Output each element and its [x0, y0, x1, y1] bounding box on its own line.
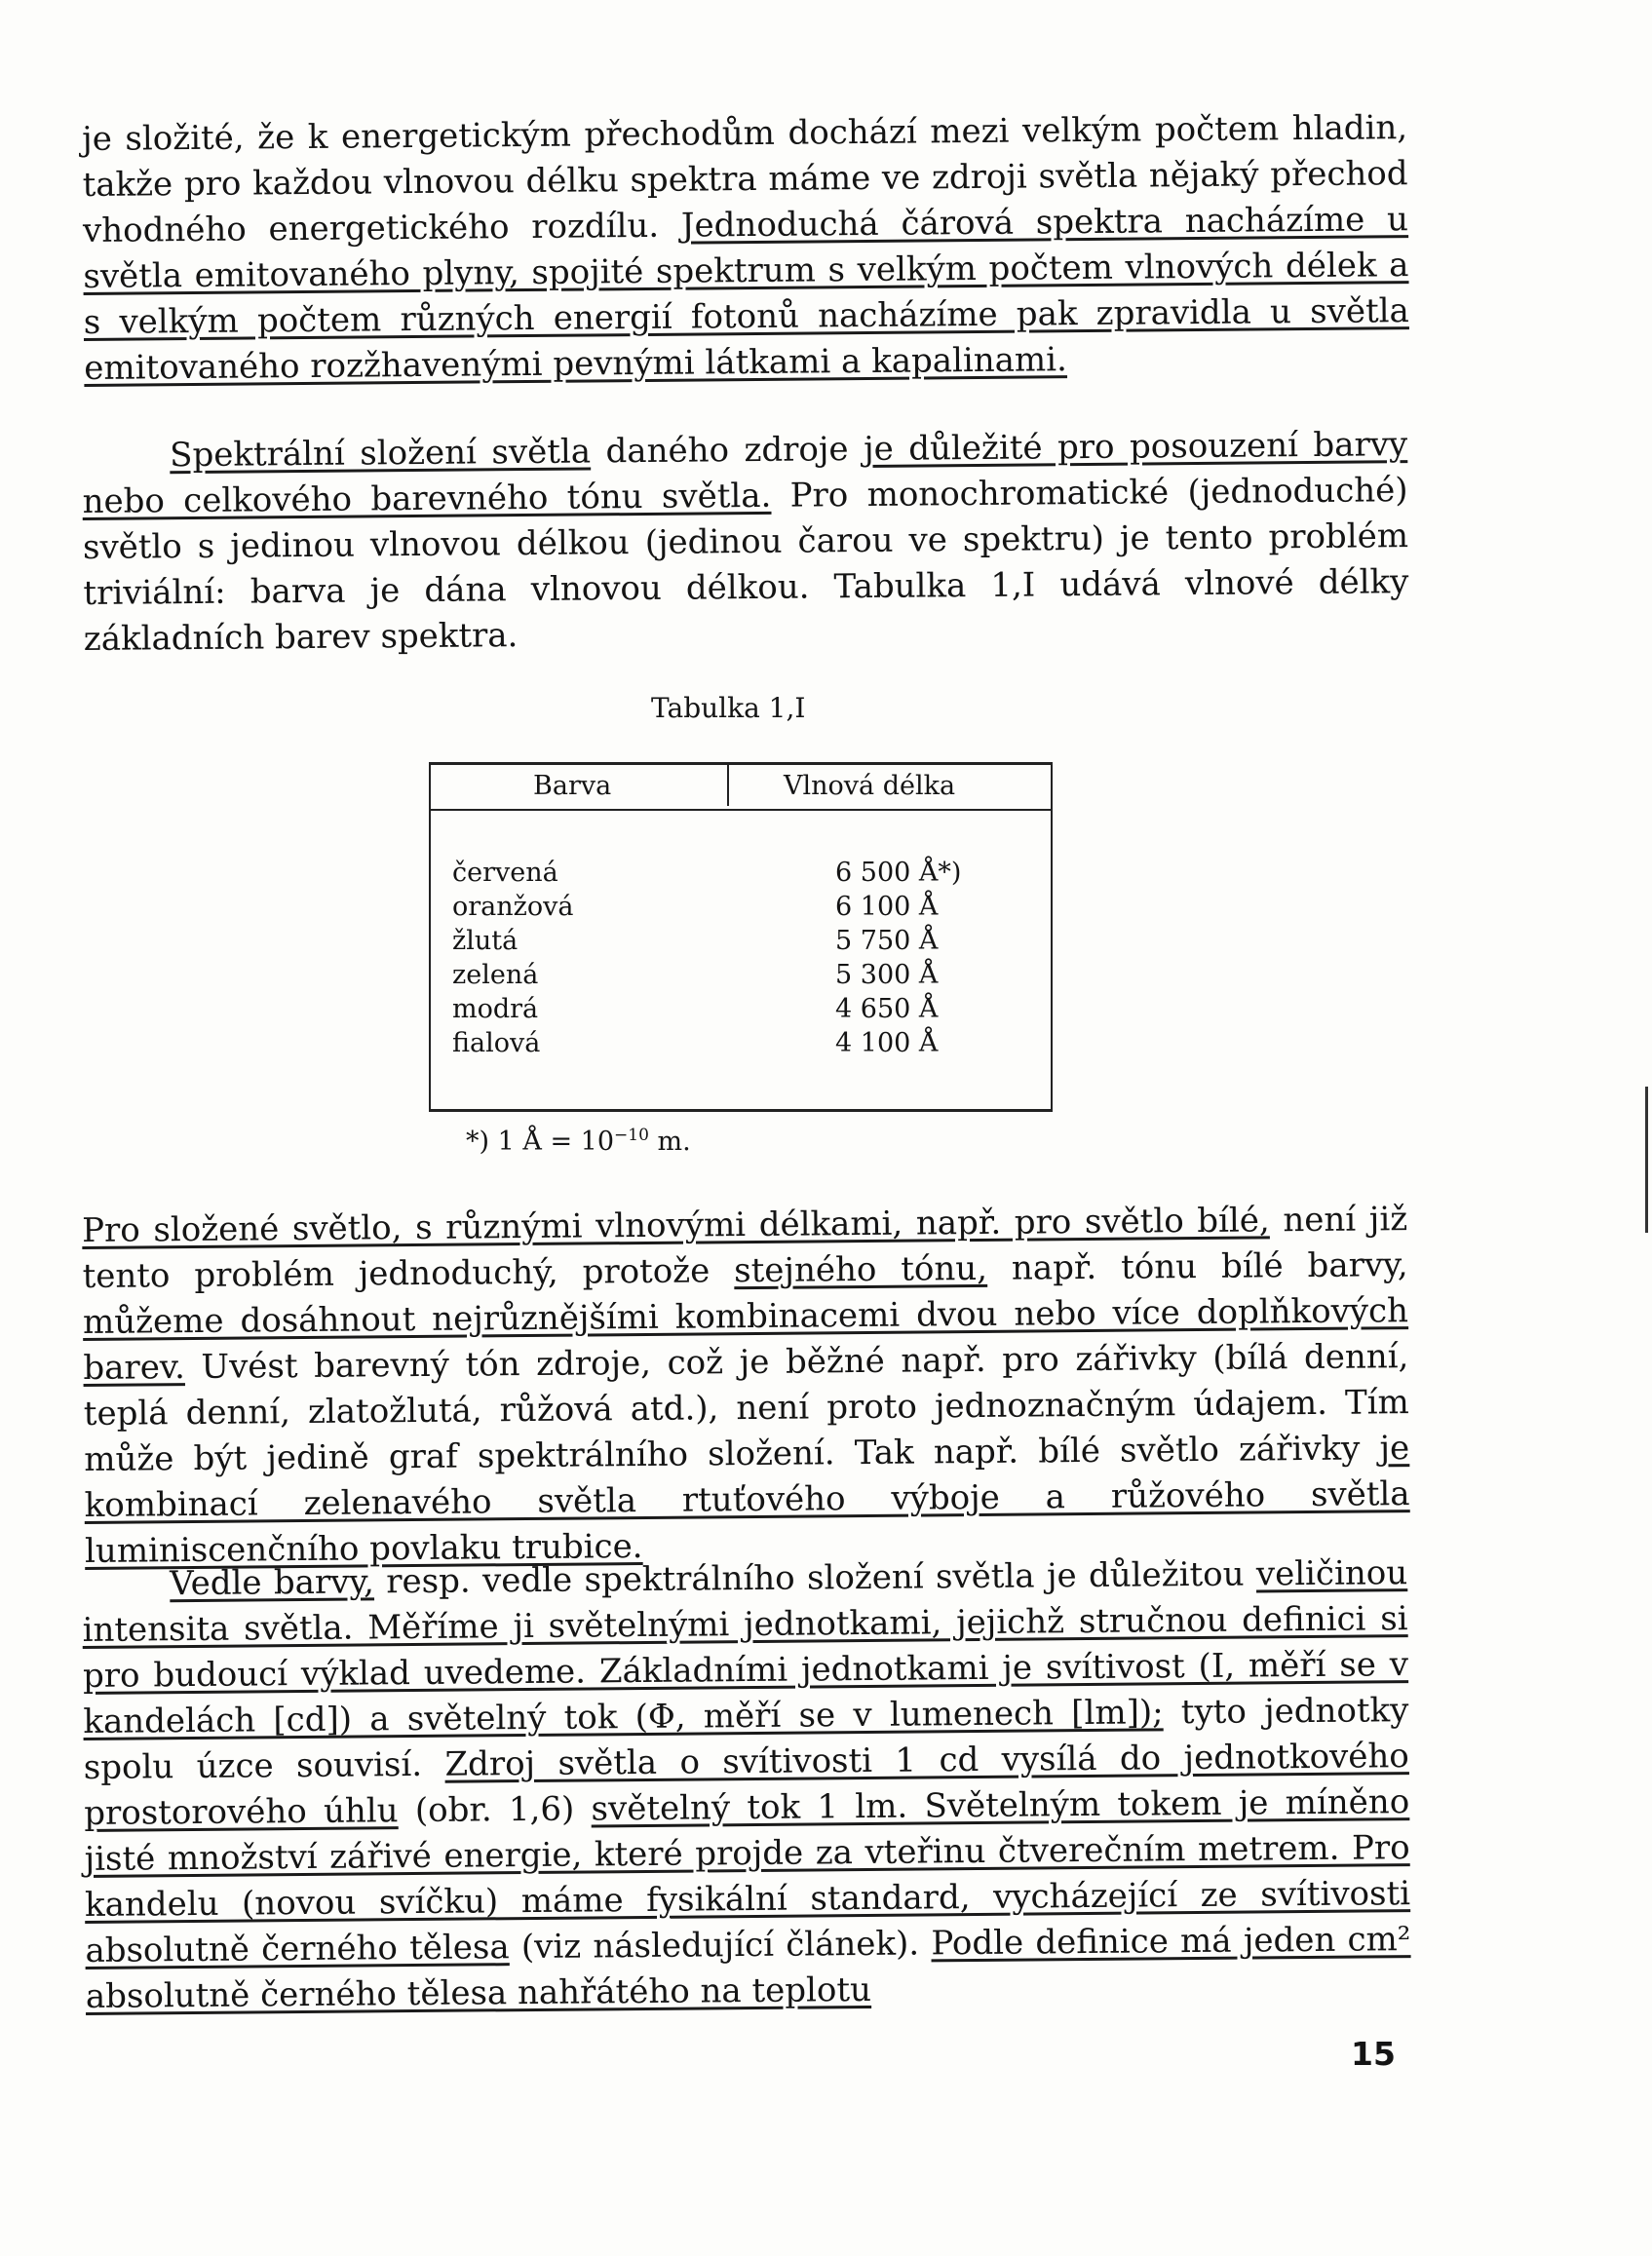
paragraph-composite-light: [82, 1197, 1410, 1575]
table-header-wavelength: Vlnová délka: [784, 771, 956, 801]
intensity-plain-2: tyto jednotky spolu úzce souvisí.: [83, 1691, 1409, 1787]
wavelength-table: [429, 762, 1053, 1112]
spectral-underlined-2: je důležité pro posouzení barvy nebo celkového barevného tónu světla.: [82, 425, 1408, 521]
intensity-plain-3: (obr. 1,6): [398, 1789, 592, 1831]
paragraph-spectral: [82, 422, 1409, 663]
table-cell-color: fialová: [452, 1028, 541, 1058]
intro-text-plain: je složité, že k energetickým přechodům dochází mezi velkým počtem hladin, takže pro každou vlnovou délku spektra máme ve zdroji světla nějaký přechod vhodného energetického rozdílu.: [82, 108, 1408, 250]
composite-underlined-4: je kombinací zelenavého světla rtuťového výboje a růžového světla luminiscenčního povlaku trubice.: [84, 1429, 1410, 1571]
footnote-tail: m.: [648, 1127, 691, 1157]
intensity-underlined-1: Vedle barvy,: [170, 1562, 375, 1604]
table-caption: Tabulka 1,I: [651, 692, 806, 724]
table-cell-wavelength: 4 100 Å: [835, 1028, 939, 1058]
table-cell-wavelength: 4 650 Å: [835, 994, 939, 1024]
composite-plain-2: např. tónu bílé barvy,: [986, 1245, 1408, 1288]
table-row: [431, 892, 1051, 926]
scan-edge-mark: [1645, 1087, 1648, 1233]
table-header-rule: [431, 809, 1051, 811]
intensity-underlined-2: veličinou intensita světla. Měříme ji světelnými jednotkami, jejichž stručnou definici si pro budoucí výklad uvedeme. Základními jednotkami je svítivost (I, měří se v kandelách [cd]) a světelný tok (Φ, měří se v lumenech [lm]);: [82, 1553, 1409, 1741]
paragraph-intensity: [82, 1550, 1411, 2020]
table-body: [431, 858, 1051, 1062]
table-row: [431, 1028, 1051, 1062]
intensity-underlined-5: Podle definice má jeden cm² absolutně černého tělesa nahřátého na teplotu: [85, 1920, 1411, 2016]
table-row: [431, 858, 1051, 892]
paragraph-intro: [82, 105, 1409, 392]
spectral-plain-1: daného zdroje: [590, 430, 864, 472]
table-cell-color: červená: [452, 858, 558, 888]
table-row: [431, 926, 1051, 960]
table-row: [431, 994, 1051, 1028]
composite-plain-1: není již tento problém jednoduchý, protože: [82, 1200, 1408, 1296]
table-cell-wavelength: 6 100 Å: [835, 892, 939, 922]
table-cell-color: zelená: [452, 960, 539, 990]
composite-underlined-3: můžeme dosáhnout nejrůznějšími kombinacemi dvou nebo více doplňkových barev.: [82, 1291, 1409, 1388]
spectral-underlined-1: Spektrální složení světla: [170, 432, 592, 476]
spectral-plain-2: Pro monochromatické (jednoduché) světlo s jedinou vlnovou délkou (jedinou čarou ve spektru) je tento problém triviální: barva je dána vlnovou délkou. Tabulka 1,I udává vlnové délky základních barev spektra.: [82, 471, 1409, 659]
table-cell-wavelength: 5 300 Å: [835, 960, 939, 990]
intensity-plain-4: (viz následující článek).: [509, 1924, 932, 1968]
table-cell-wavelength: 5 750 Å: [835, 926, 939, 956]
composite-plain-3: Uvést barevný tón zdroje, což je běžné např. pro zářivky (bílá denní, teplá denní, zlatožlutá, růžová atd.), není proto jednoznačným údajem. Tím může být jedině graf spektrálního složení. Tak např. bílé světlo zářivky: [83, 1337, 1409, 1479]
footnote-exponent: −10: [614, 1126, 649, 1145]
table-footnote: [466, 1126, 691, 1157]
table-cell-wavelength: 6 500 Å*): [835, 858, 962, 888]
composite-underlined-1: Pro složené světlo, s různými vlnovými délkami, např. pro světlo bílé,: [82, 1201, 1270, 1250]
table-header-color: Barva: [533, 771, 612, 801]
table-column-divider: [727, 765, 729, 806]
page-number: 15: [1351, 2035, 1396, 2073]
intensity-underlined-4: světelný tok 1 lm. Světelným tokem je míněno jisté množství zářivé energie, které projde za vteřinu čtverečním metrem. Pro kandelu (novou svíčku) máme fysikální standard, vycházející ze svítivosti absolutně černého tělesa: [84, 1782, 1411, 1970]
table-row: [431, 960, 1051, 994]
intensity-plain-1: resp. vedle spektrálního složení světla je důležitou: [373, 1554, 1257, 1602]
table-cell-color: žlutá: [452, 926, 519, 956]
table-cell-color: modrá: [452, 994, 539, 1024]
footnote-lead: *) 1 Å = 10: [466, 1127, 615, 1157]
intensity-underlined-3: Zdroj světla o svítivosti 1 cd vysílá do jednotkového prostorového úhlu: [84, 1737, 1409, 1833]
intro-text-underlined: Jednoduchá čárová spektra nacházíme u světla emitovaného plyny, spojité spektrum s velkým počtem vlnových délek a s velkým počtem různých energií fotonů nacházíme pak zpravidla u světla emitovaného rozžhavenými pevnými látkami a kapalinami.: [83, 200, 1409, 388]
composite-underlined-2: stejného tónu,: [734, 1248, 988, 1291]
table-cell-color: oranžová: [452, 892, 574, 922]
